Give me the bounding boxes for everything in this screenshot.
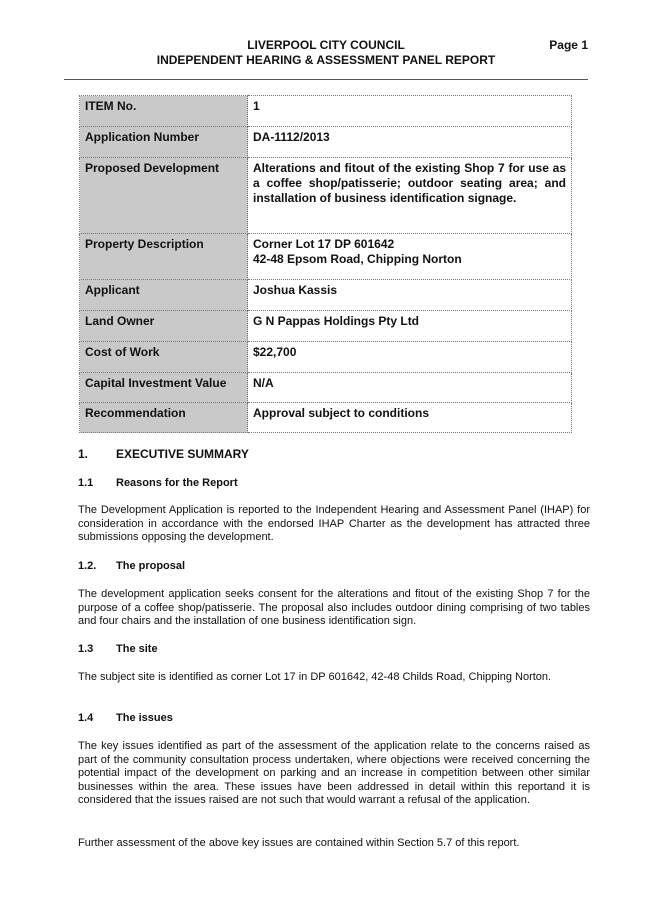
subsection-title: The issues — [116, 712, 173, 724]
subsection-heading — [78, 477, 590, 491]
table-row — [80, 280, 572, 311]
subsection-title: The site — [116, 643, 158, 655]
subsection-title: The proposal — [116, 560, 186, 572]
subsection-number: 1.3 — [78, 643, 94, 655]
table-row — [80, 403, 572, 433]
council-name: LIVERPOOL CITY COUNCIL — [247, 38, 405, 52]
section-title: EXECUTIVE SUMMARY — [116, 447, 249, 461]
row-value: Approval subject to conditions — [248, 403, 572, 433]
row-label: Recommendation — [80, 403, 248, 433]
subsection-number: 1.4 — [78, 712, 94, 724]
row-label: Capital Investment Value — [80, 373, 248, 403]
row-label: Proposed Development — [80, 158, 248, 234]
row-label: Property Description — [80, 234, 248, 280]
paragraph: The key issues identified as part of the assessment of the application relate to the concerns raised as part of the community consultation process undertaken, where objections were received concerning the potential impact of the development on parking and an increase in competition between other similar businesses within the area. These issues have been addressed in detail within this reportand it is considered that the issues raised are not such that would warrant a refusal of the application. — [78, 740, 590, 806]
row-value: 1 — [248, 96, 572, 127]
table-row — [80, 234, 572, 280]
header-divider — [64, 79, 588, 80]
row-label: Cost of Work — [80, 342, 248, 373]
subsection-heading — [78, 643, 590, 657]
row-value — [248, 234, 572, 280]
paragraph: Further assessment of the above key issues are contained within Section 5.7 of this report. — [78, 837, 520, 849]
row-value: Joshua Kassis — [248, 280, 572, 311]
property-address: 42-48 Epsom Road, Chipping Norton — [253, 252, 462, 266]
paragraph: The Development Application is reported to the Independent Hearing and Assessment Panel (IHAP) for consideration in accordance with the endorsed IHAP Charter as the development has attracted three submissions opposing the development. — [78, 504, 590, 543]
report-title: INDEPENDENT HEARING & ASSESSMENT PANEL REPORT — [156, 53, 496, 67]
table-row — [80, 127, 572, 158]
row-value: Alterations and fitout of the existing Shop 7 for use as a coffee shop/patisserie; outdoor seating area; and installation of business identification signage. — [248, 158, 572, 234]
subsection-number: 1.1 — [78, 477, 94, 489]
row-value: N/A — [248, 373, 572, 403]
row-value: $22,700 — [248, 342, 572, 373]
page-number: Page 1 — [549, 38, 588, 52]
subsection-number: 1.2. — [78, 560, 97, 572]
table-row — [80, 158, 572, 234]
paragraph: The development application seeks consent for the alterations and fitout of the existing Shop 7 for the purpose of a coffee shop/patisserie. The proposal also includes outdoor dining comprising of two tables and four chairs and the installation of one business identification sign. — [78, 588, 590, 627]
row-label: ITEM No. — [80, 96, 248, 127]
table-row — [80, 342, 572, 373]
table-row — [80, 96, 572, 127]
row-value: G N Pappas Holdings Pty Ltd — [248, 311, 572, 342]
row-label: Applicant — [80, 280, 248, 311]
table-row — [80, 311, 572, 342]
row-value: DA-1112/2013 — [248, 127, 572, 158]
subsection-title: Reasons for the Report — [116, 477, 238, 489]
paragraph: The subject site is identified as corner Lot 17 in DP 601642, 42-48 Childs Road, Chipping Norton. — [78, 671, 552, 683]
section-number: 1. — [78, 447, 89, 461]
table-row — [80, 373, 572, 403]
row-label: Application Number — [80, 127, 248, 158]
property-lot: Corner Lot 17 DP 601642 — [253, 237, 395, 251]
section-heading — [78, 448, 590, 462]
subsection-heading — [78, 560, 590, 574]
application-details-table — [79, 95, 572, 433]
row-label: Land Owner — [80, 311, 248, 342]
subsection-heading — [78, 712, 590, 726]
